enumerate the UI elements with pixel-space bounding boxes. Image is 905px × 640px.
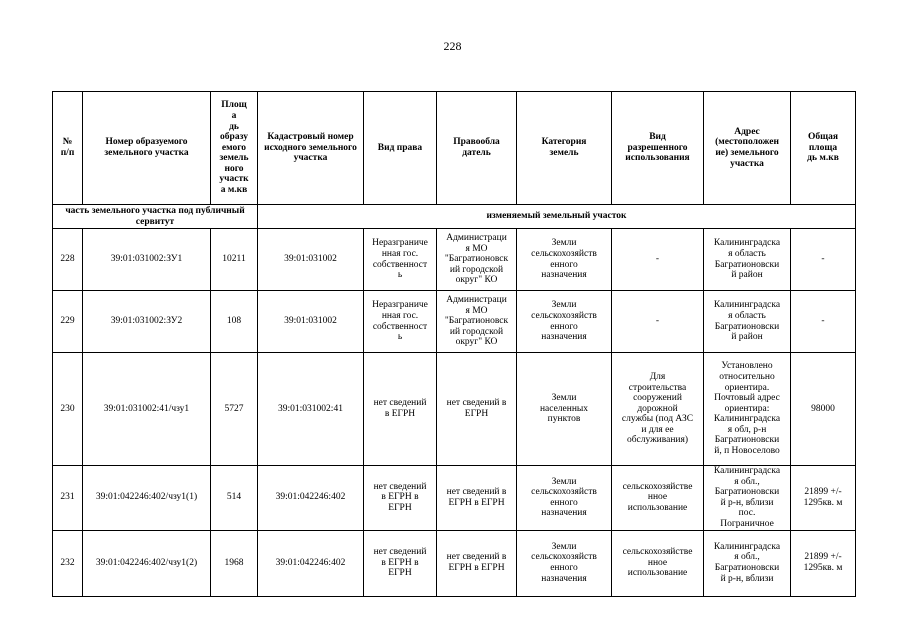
header-permitted-use: Вид разрешенного использования [612, 92, 704, 205]
cell-cadastral-number: 39:01:042246:402 [258, 466, 364, 531]
cell-land-category: Земли населенных пунктов [517, 353, 612, 466]
cell-permitted-use: сельскохозяйстве нное использование [612, 530, 704, 596]
header-plot-number: Номер образуемого земельного участка [83, 92, 211, 205]
table-row [53, 466, 856, 531]
cell-num: 228 [53, 229, 83, 291]
cell-land-category: Земли сельскохозяйств енного назначения [517, 530, 612, 596]
cell-area: 10211 [211, 229, 258, 291]
cell-total-area: 98000 [791, 353, 856, 466]
cell-rightholder: Администраци я МО "Багратионовск ий городской округ" КО [437, 291, 517, 353]
table-header-row [53, 92, 856, 205]
section-label-changed-plot: изменяемый земельный участок [258, 205, 856, 229]
cell-total-area: - [791, 229, 856, 291]
cell-land-category: Земли сельскохозяйств енного назначения [517, 291, 612, 353]
cell-right-type: нет сведений в ЕГРН в ЕГРН [364, 466, 437, 531]
cell-address: Установлено относительно ориентира. Почтовый адрес ориентира: Калининградска я обл, р-н Багратионовски й, п Новоселово [704, 353, 791, 466]
cell-permitted-use: - [612, 229, 704, 291]
cell-plot-number: 39:01:031002:ЗУ2 [83, 291, 211, 353]
cell-rightholder: нет сведений в ЕГРН в ЕГРН [437, 466, 517, 531]
cell-cadastral-number: 39:01:031002 [258, 229, 364, 291]
cell-cadastral-number: 39:01:031002:41 [258, 353, 364, 466]
page-number: 228 [443, 39, 462, 53]
cell-plot-number: 39:01:031002:ЗУ1 [83, 229, 211, 291]
cell-right-type: Неразграниче нная гос. собственност ь [364, 291, 437, 353]
header-num: № п/п [53, 92, 83, 205]
cell-right-type: нет сведений в ЕГРН в ЕГРН [364, 530, 437, 596]
cell-area: 108 [211, 291, 258, 353]
cell-address: Калининградска я область Багратионовски й район [704, 229, 791, 291]
cell-rightholder: нет сведений в ЕГРН [437, 353, 517, 466]
cell-total-area: 21899 +/- 1295кв. м [791, 466, 856, 531]
cell-right-type: нет сведений в ЕГРН [364, 353, 437, 466]
cell-permitted-use: Для строительства сооружений дорожной службы (под АЗС и для ее обслуживания) [612, 353, 704, 466]
cell-num: 230 [53, 353, 83, 466]
cell-cadastral-number: 39:01:042246:402 [258, 530, 364, 596]
table-row [53, 229, 856, 291]
header-total-area: Общая площа дь м.кв [791, 92, 856, 205]
cell-num: 229 [53, 291, 83, 353]
cell-total-area: - [791, 291, 856, 353]
table-row [53, 353, 856, 466]
section-row [53, 205, 856, 229]
cell-plot-number: 39:01:042246:402/чзу1(2) [83, 530, 211, 596]
table-row [53, 530, 856, 596]
header-area: Площ а дь образу емого земель ного участк а м.кв [211, 92, 258, 205]
cell-area: 5727 [211, 353, 258, 466]
cell-permitted-use: сельскохозяйстве нное использование [612, 466, 704, 531]
cell-plot-number: 39:01:031002:41/чзу1 [83, 353, 211, 466]
cell-land-category: Земли сельскохозяйств енного назначения [517, 229, 612, 291]
header-rightholder: Правообла датель [437, 92, 517, 205]
cell-cadastral-number: 39:01:031002 [258, 291, 364, 353]
cell-num: 232 [53, 530, 83, 596]
cell-area: 1968 [211, 530, 258, 596]
cell-right-type: Неразграниче нная гос. собственност ь [364, 229, 437, 291]
land-plots-table [52, 91, 856, 597]
cell-plot-number: 39:01:042246:402/чзу1(1) [83, 466, 211, 531]
cell-land-category: Земли сельскохозяйств енного назначения [517, 466, 612, 531]
cell-area: 514 [211, 466, 258, 531]
cell-permitted-use: - [612, 291, 704, 353]
header-land-category: Категория земель [517, 92, 612, 205]
header-address: Адрес (местоположен ие) земельного участка [704, 92, 791, 205]
section-label-servitude: часть земельного участка под публичный сервитут [53, 205, 258, 229]
header-right-type: Вид права [364, 92, 437, 205]
cell-total-area: 21899 +/- 1295кв. м [791, 530, 856, 596]
cell-num: 231 [53, 466, 83, 531]
cell-rightholder: Администраци я МО "Багратионовск ий городской округ" КО [437, 229, 517, 291]
cell-rightholder: нет сведений в ЕГРН в ЕГРН [437, 530, 517, 596]
cell-address: Калининградска я область Багратионовски й район [704, 291, 791, 353]
header-cadastral-number: Кадастровый номер исходного земельного участка [258, 92, 364, 205]
cell-address: Калининградска я обл., Багратионовски й р-н, вблизи [704, 530, 791, 596]
table-row [53, 291, 856, 353]
cell-address: Калининградска я обл., Багратионовски й р-н, вблизи пос. Пограничное [704, 466, 791, 531]
